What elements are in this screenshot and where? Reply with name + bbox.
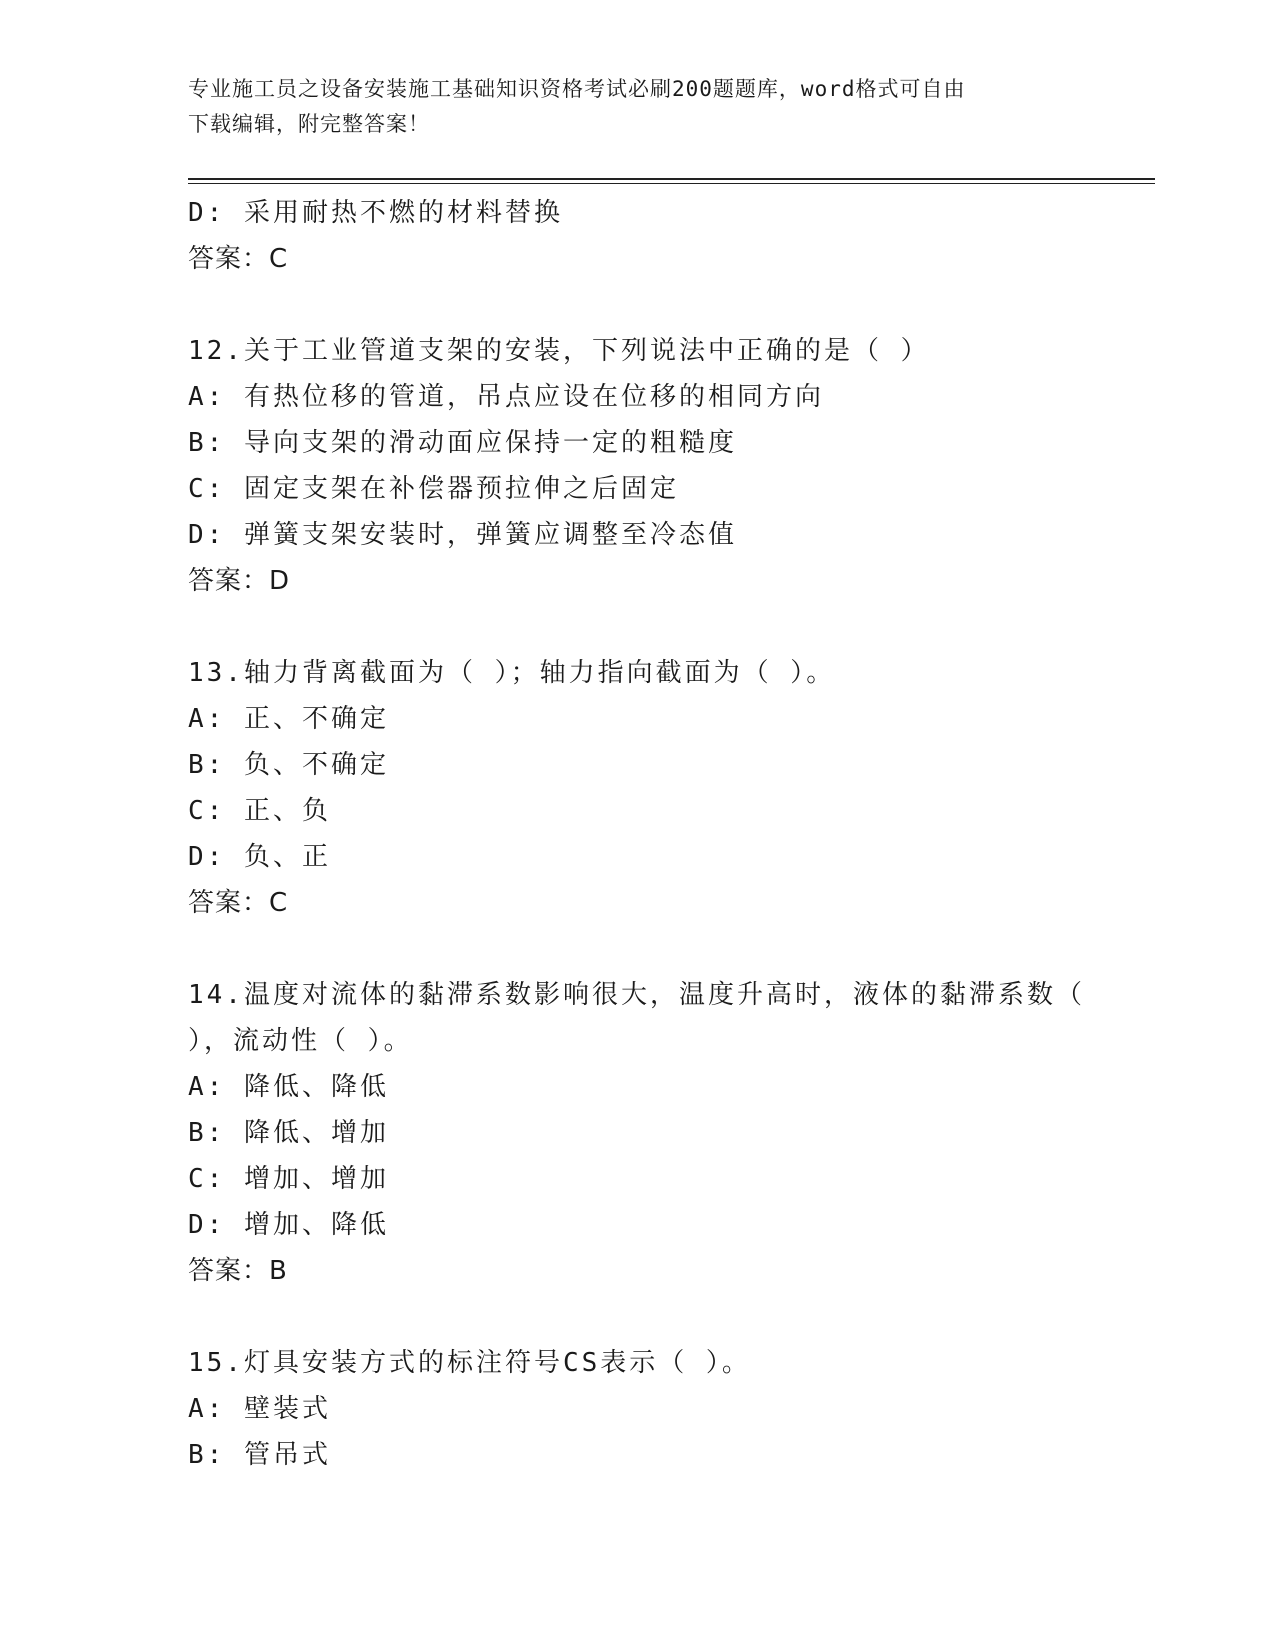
answer-line: 答案：B bbox=[188, 1256, 288, 1286]
question-stem-continued: ），流动性（ ）。 bbox=[188, 1026, 413, 1056]
header-rule bbox=[188, 178, 1155, 180]
question-stem: 15.灯具安装方式的标注符号CS表示（ ）。 bbox=[188, 1348, 751, 1378]
option-a: A: 降低、降低 bbox=[188, 1072, 389, 1102]
question-stem: 13.轴力背离截面为（ ）；轴力指向截面为（ ）。 bbox=[188, 658, 836, 688]
option-b: B: 降低、增加 bbox=[188, 1118, 389, 1148]
option-a: A: 壁装式 bbox=[188, 1394, 331, 1424]
question-11-tail bbox=[188, 190, 1148, 282]
header-line-1: 专业施工员之设备安装施工基础知识资格考试必刷200题题库，word格式可自由 bbox=[188, 77, 966, 101]
option-a: A: 有热位移的管道，吊点应设在位移的相同方向 bbox=[188, 382, 824, 412]
option-b: B: 管吊式 bbox=[188, 1440, 331, 1470]
option-a: A: 正、不确定 bbox=[188, 704, 389, 734]
option-c: C: 固定支架在补偿器预拉伸之后固定 bbox=[188, 474, 679, 504]
option-d: D: 采用耐热不燃的材料替换 bbox=[188, 198, 563, 228]
question-stem: 14.温度对流体的黏滞系数影响很大，温度升高时，液体的黏滞系数（ bbox=[188, 980, 1085, 1010]
document-header bbox=[188, 72, 1088, 142]
question-list bbox=[188, 190, 1148, 1478]
question-14 bbox=[188, 972, 1148, 1294]
option-d: D: 增加、降低 bbox=[188, 1210, 389, 1240]
option-b: B: 负、不确定 bbox=[188, 750, 389, 780]
option-d: D: 负、正 bbox=[188, 842, 331, 872]
option-d: D: 弹簧支架安装时，弹簧应调整至冷态值 bbox=[188, 520, 737, 550]
answer-line: 答案：D bbox=[188, 566, 291, 596]
answer-line: 答案：C bbox=[188, 888, 289, 918]
question-15 bbox=[188, 1340, 1148, 1478]
answer-line: 答案：C bbox=[188, 244, 289, 274]
header-rule-thin bbox=[188, 183, 1155, 184]
option-c: C: 正、负 bbox=[188, 796, 331, 826]
question-stem: 12.关于工业管道支架的安装，下列说法中正确的是（ ） bbox=[188, 336, 930, 366]
header-line-2: 下载编辑，附完整答案！ bbox=[188, 112, 430, 136]
question-13 bbox=[188, 650, 1148, 926]
option-b: B: 导向支架的滑动面应保持一定的粗糙度 bbox=[188, 428, 737, 458]
question-12 bbox=[188, 328, 1148, 604]
option-c: C: 增加、增加 bbox=[188, 1164, 389, 1194]
